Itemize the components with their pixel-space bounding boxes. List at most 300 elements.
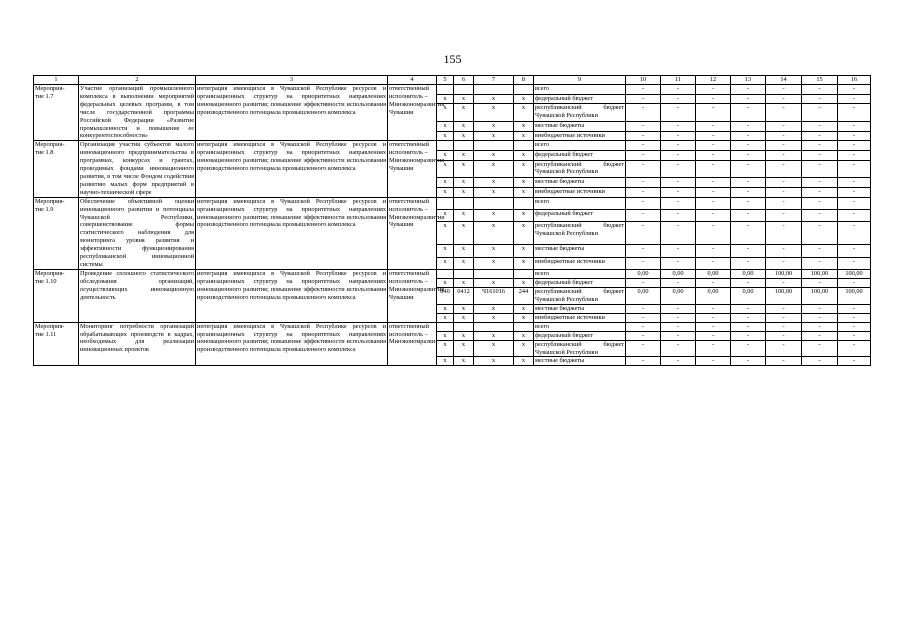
year-value: - [731,278,766,287]
year-value: - [661,150,696,160]
year-value: - [661,222,696,245]
year-value: - [766,209,802,221]
budget-code-cell [437,197,454,209]
year-value: - [766,278,802,287]
budget-code-cell: 244 [514,287,534,304]
year-value: - [626,131,661,141]
funding-source: внебюджетные источники [534,188,626,198]
year-value: - [802,209,838,221]
year-value: - [696,131,731,141]
budget-code-cell: x [514,313,534,322]
budget-code-cell: x [437,245,454,257]
year-value: - [802,178,838,188]
year-value: - [766,94,802,104]
column-number-cell: 2 [79,76,196,85]
funding-source: федеральный бюджет [534,278,626,287]
budget-code-cell [514,269,534,278]
year-value: - [626,85,661,95]
budget-code-cell [437,85,454,95]
funding-source: внебюджетные источники [534,313,626,322]
year-value: - [661,131,696,141]
year-value: - [696,94,731,104]
year-value: - [766,245,802,257]
year-value: - [626,313,661,322]
year-value: - [696,122,731,132]
budget-code-cell: x [454,104,474,122]
budget-code-cell: x [454,188,474,198]
budget-code-cell: x [454,150,474,160]
measure-label: Мероприя- тие 1.11 [34,322,79,366]
year-value: - [802,322,838,331]
column-number-cell: 14 [766,76,802,85]
year-value: - [731,178,766,188]
year-value: - [696,340,731,357]
budget-code-cell: x [437,222,454,245]
column-number-cell: 15 [802,76,838,85]
budget-code-cell: x [437,357,454,366]
year-value: - [838,104,871,122]
year-value: - [696,245,731,257]
year-value: - [696,257,731,269]
column-number-cell: 8 [514,76,534,85]
year-value: - [802,150,838,160]
year-value: - [838,122,871,132]
measure-name: Проведение сплошного статистического обследования организаций, осуществляющих инновационную деятельность [79,269,196,322]
year-value: - [731,150,766,160]
funding-source: федеральный бюджет [534,209,626,221]
year-value: - [661,85,696,95]
budget-code-cell: x [437,94,454,104]
budget-code-cell: x [474,278,514,287]
year-value: - [661,331,696,340]
funding-source: местные бюджеты [534,304,626,313]
year-value: - [838,141,871,151]
budget-code-cell: x [514,150,534,160]
year-value: - [731,313,766,322]
budget-code-cell: 840 [437,287,454,304]
budget-code-cell: x [514,278,534,287]
budget-code-cell: x [437,122,454,132]
budget-code-cell: x [474,313,514,322]
year-value: - [766,357,802,366]
year-value: - [838,331,871,340]
budget-code-cell [474,269,514,278]
year-value: - [766,322,802,331]
year-value: - [766,257,802,269]
year-value: 100,00 [766,287,802,304]
year-value: - [802,141,838,151]
year-value: - [661,257,696,269]
year-value: 0,00 [626,287,661,304]
budget-code-cell: x [454,131,474,141]
year-value: - [626,304,661,313]
year-value: - [626,160,661,178]
year-value: - [661,104,696,122]
budget-code-cell: x [514,331,534,340]
year-value: - [838,257,871,269]
column-number-cell: 4 [388,76,437,85]
year-value: - [802,304,838,313]
funding-source: всего [534,141,626,151]
measure-goal: интеграция имеющихся в Чувашской Республике ресурсов и организационных структур на приоритетных направлениях инновационного развития; повышение эффективности использования производственного потенциала промышленного комплекса [196,269,388,322]
year-value: - [731,222,766,245]
year-value: - [802,357,838,366]
year-value: 0,00 [661,269,696,278]
column-number-cell: 11 [661,76,696,85]
year-value: - [731,340,766,357]
year-value: - [696,188,731,198]
table-row [34,85,871,95]
year-value: 100,00 [766,269,802,278]
budget-code-cell: x [454,278,474,287]
year-value: - [626,150,661,160]
year-value: - [802,85,838,95]
year-value: - [731,188,766,198]
year-value: - [626,278,661,287]
year-value: - [802,222,838,245]
budget-code-cell: x [474,245,514,257]
year-value: - [766,304,802,313]
funding-source: республиканский бюджет Чувашской Республики [534,160,626,178]
column-number-cell: 13 [731,76,766,85]
year-value: - [626,340,661,357]
year-value: - [838,197,871,209]
budget-code-cell: x [514,357,534,366]
year-value: - [696,331,731,340]
measure-executor: ответственный исполнитель – Минэкономразвития Чувашии [388,141,437,197]
year-value: - [802,94,838,104]
budget-code-cell [454,197,474,209]
year-value: - [661,178,696,188]
year-value: - [838,322,871,331]
budget-code-cell: x [474,340,514,357]
funding-source: всего [534,322,626,331]
year-value: - [766,222,802,245]
year-value: - [696,197,731,209]
year-value: - [626,322,661,331]
year-value: 100,00 [802,287,838,304]
column-number-cell: 1 [34,76,79,85]
year-value: - [626,141,661,151]
measure-label: Мероприя- тие 1.9 [34,197,79,269]
funding-source: всего [534,269,626,278]
budget-code-cell [437,322,454,331]
budget-code-cell [514,322,534,331]
year-value: - [838,304,871,313]
budget-code-cell: x [454,357,474,366]
year-value: - [766,122,802,132]
budget-code-cell [474,85,514,95]
year-value: - [838,85,871,95]
measure-label: Мероприя- тие 1.7 [34,85,79,141]
budget-code-cell: x [474,209,514,221]
measure-executor: ответственный исполнитель – Минэкономразвития Чувашии [388,85,437,141]
budget-table [33,75,871,366]
budget-code-cell: 0412 [454,287,474,304]
year-value: - [731,85,766,95]
budget-code-cell: x [437,331,454,340]
column-number-row [34,76,871,85]
year-value: - [696,104,731,122]
measure-name: Участие организаций промышленного комплекса в выполнении мероприятий федеральных целевых программ, в том числе государственной программы Российской Федерации «Развитие промышленности и повышение ее конкурентоспособности» [80,85,194,140]
budget-code-cell [474,322,514,331]
budget-code-cell: x [514,245,534,257]
year-value: - [838,188,871,198]
budget-code-cell: x [437,160,454,178]
budget-code-cell: x [454,313,474,322]
budget-code-cell [437,141,454,151]
year-value: - [626,197,661,209]
year-value: - [696,141,731,151]
year-value: 0,00 [731,269,766,278]
year-value: - [838,209,871,221]
year-value: - [802,104,838,122]
budget-code-cell: x [474,131,514,141]
year-value: - [766,85,802,95]
budget-code-cell: x [514,209,534,221]
year-value: - [661,197,696,209]
budget-code-cell: x [437,340,454,357]
measure-name: Организация участия субъектов малого инновационного предпринимательства в программах, конкурсах и грантах, проводимых фондами инновационного развития, в том числе Фондом содействия развитию малых форм предприятий в научно-технической сфере [80,141,194,196]
column-number-cell: 5 [437,76,454,85]
year-value: - [626,245,661,257]
year-value: - [626,178,661,188]
year-value: - [731,131,766,141]
page-number: 155 [443,52,462,66]
measure-executor: ответственный исполнитель – Минэкономразви- [388,322,437,366]
year-value: - [661,245,696,257]
budget-code-cell: x [514,222,534,245]
budget-code-cell: x [454,160,474,178]
year-value: - [661,357,696,366]
measure-label: Мероприя- тие 1.8 [34,141,79,197]
budget-code-cell: x [514,104,534,122]
year-value: - [766,150,802,160]
budget-code-cell: x [514,304,534,313]
year-value: - [696,178,731,188]
column-number-cell: 7 [474,76,514,85]
budget-code-cell: x [454,122,474,132]
year-value: - [838,357,871,366]
year-value: - [696,160,731,178]
year-value: - [696,85,731,95]
budget-code-cell: x [474,188,514,198]
year-value: - [731,245,766,257]
funding-source: местные бюджеты [534,178,626,188]
year-value: - [696,278,731,287]
budget-code-cell: x [437,209,454,221]
year-value: - [802,278,838,287]
year-value: - [696,357,731,366]
budget-code-cell: x [514,178,534,188]
table-body [34,76,871,366]
budget-code-cell: x [474,104,514,122]
measure-goal: интеграция имеющихся в Чувашской Республике ресурсов и организационных структур на приоритетных направлениях инновационного развития; повышение эффективности использования производственного потенциала промышленного комплекса [196,141,388,197]
year-value: - [766,141,802,151]
measure-goal: интеграция имеющихся в Чувашской Республике ресурсов и организационных структур на приоритетных направлениях инновационного развития; повышение эффективности использования производственного потенциала промышленного комплекса [196,197,388,269]
year-value: - [661,188,696,198]
column-number-cell: 9 [534,76,626,85]
column-number-cell: 10 [626,76,661,85]
measure-executor: ответственный исполнитель – Минэкономразвития Чувашии [388,197,437,269]
budget-code-cell: x [514,122,534,132]
funding-source: местные бюджеты [534,245,626,257]
measure-name: Обеспечение объективной оценки инновационного развития и потенциала Чувашской Республики, совершенствование формы статистического наблюдения для мониторинга уровня развития и эффективности функционирования республиканской инновационной системы [80,197,194,268]
year-value: - [802,188,838,198]
budget-code-cell: x [437,178,454,188]
year-value: - [661,94,696,104]
funding-source: федеральный бюджет [534,150,626,160]
year-value: - [802,245,838,257]
year-value: - [661,141,696,151]
year-value: - [731,160,766,178]
year-value: - [838,94,871,104]
year-value: - [731,304,766,313]
budget-code-cell: x [474,257,514,269]
year-value: - [731,122,766,132]
year-value: - [661,340,696,357]
column-number-cell: 16 [838,76,871,85]
year-value: - [766,188,802,198]
year-value: - [661,313,696,322]
budget-code-cell [454,85,474,95]
budget-code-cell [514,197,534,209]
budget-code-cell [454,141,474,151]
budget-code-cell [454,322,474,331]
budget-code-cell: x [437,131,454,141]
year-value: - [731,141,766,151]
year-value: - [766,104,802,122]
year-value: - [661,304,696,313]
measure-goal: интеграция имеющихся в Чувашской Республике ресурсов и организационных структур на приоритетных направлениях инновационного развития; повышение эффективности использования производственного потенциала промышленного комплекса [196,85,388,141]
year-value: - [626,357,661,366]
funding-source: республиканский бюджет Чувашской Республики [534,104,626,122]
budget-code-cell: x [514,340,534,357]
column-number-cell: 12 [696,76,731,85]
column-number-cell: 3 [196,76,388,85]
year-value: - [731,104,766,122]
budget-code-cell [454,269,474,278]
budget-code-cell [437,269,454,278]
table-row [34,269,871,278]
year-value: - [802,313,838,322]
year-value: - [731,322,766,331]
year-value: 0,00 [731,287,766,304]
year-value: - [802,257,838,269]
measure-goal: интеграция имеющихся в Чувашской Республике ресурсов и организационных структур на приоритетных направлениях инновационного развития; повышение эффективности использования производственного потенциала промышленного комплекса [196,322,388,366]
budget-code-cell: x [474,150,514,160]
year-value: - [731,331,766,340]
year-value: - [766,331,802,340]
year-value: - [838,160,871,178]
year-value: - [696,304,731,313]
budget-code-cell: x [437,278,454,287]
budget-code-cell: x [437,104,454,122]
year-value: - [802,122,838,132]
year-value: - [626,94,661,104]
measure-name: Мониторинг потребности организаций обрабатывающих производств в кадрах, необходимых для реализации инновационных проектов [79,322,196,366]
year-value: - [731,209,766,221]
year-value: - [838,131,871,141]
funding-source: федеральный бюджет [534,94,626,104]
budget-code-cell: x [437,304,454,313]
year-value: - [802,340,838,357]
budget-code-cell: x [454,304,474,313]
year-value: - [838,178,871,188]
year-value: - [626,188,661,198]
budget-code-cell: x [437,188,454,198]
funding-source: республиканский бюджет Чувашской Республики [535,287,624,303]
budget-code-cell: x [474,160,514,178]
year-value: - [838,340,871,357]
funding-source: республиканский бюджет Чувашской Республики [534,222,626,245]
funding-source: внебюджетные источники [534,131,626,141]
year-value: - [802,331,838,340]
year-value: 0,00 [626,269,661,278]
funding-source: республиканский бюджет Чувашской Республики [535,340,624,356]
year-value: - [838,245,871,257]
budget-code-cell: x [514,94,534,104]
budget-code-cell: x [454,209,474,221]
funding-source: всего [534,85,626,95]
year-value: - [731,197,766,209]
year-value: - [696,150,731,160]
budget-code-cell: x [474,304,514,313]
year-value: - [696,222,731,245]
year-value: 0,00 [696,269,731,278]
year-value: - [838,222,871,245]
budget-code-cell: x [454,245,474,257]
year-value: - [766,197,802,209]
funding-source: местные бюджеты [534,122,626,132]
year-value: - [626,104,661,122]
year-value: 0,00 [661,287,696,304]
budget-code-cell: x [474,331,514,340]
year-value: - [626,257,661,269]
budget-code-cell: x [454,331,474,340]
year-value: - [696,209,731,221]
year-value: - [661,322,696,331]
funding-source: всего [534,197,626,209]
year-value: - [838,278,871,287]
year-value: - [626,122,661,132]
year-value: - [696,322,731,331]
budget-code-cell [474,141,514,151]
year-value: 100,00 [802,269,838,278]
budget-code-cell: x [514,131,534,141]
budget-code-cell: x [437,150,454,160]
year-value: - [626,209,661,221]
year-value: - [626,331,661,340]
budget-code-cell: x [514,188,534,198]
measure-executor: ответственный исполнитель – Минэкономразвития Чувашии [388,269,437,322]
year-value: - [766,131,802,141]
year-value: - [802,160,838,178]
measure-label: Мероприя- тие 1.10 [34,269,79,322]
year-value: - [838,313,871,322]
column-number-cell: 6 [454,76,474,85]
table-row [34,197,871,209]
budget-code-cell: x [474,122,514,132]
year-value: 100,00 [838,269,871,278]
year-value: - [766,178,802,188]
year-value: - [661,122,696,132]
budget-code-cell: x [454,222,474,245]
budget-code-cell [514,141,534,151]
budget-code-cell: x [474,222,514,245]
year-value: - [838,150,871,160]
budget-code-cell: x [437,313,454,322]
